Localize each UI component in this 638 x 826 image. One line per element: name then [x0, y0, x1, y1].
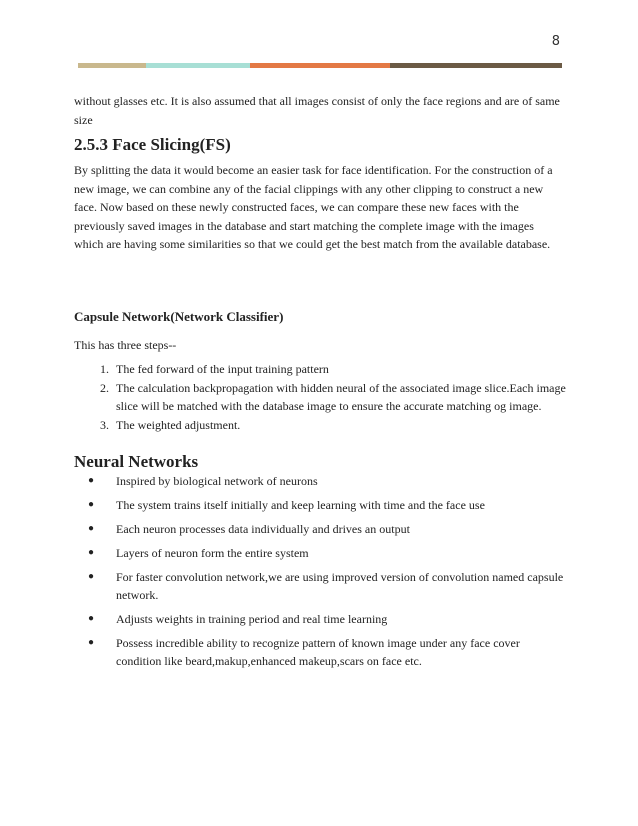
- bullet-icon: ●: [88, 571, 95, 582]
- list-item: [88, 520, 566, 538]
- list-item-text: Each neuron processes data individually and drives an output: [116, 522, 410, 536]
- page-number: 8: [551, 34, 560, 49]
- list-item: [88, 496, 566, 514]
- face-slicing-paragraph: By splitting the data it would become an easier task for face identification. For the construction of a new image, we can combine any of the facial clippings with any other clipping to construct a new face. Now based on these newly constructed faces, we can compare these new faces with the previously saved images in the database and start matching the complete image with the images which are having some similarities so that we could get the best match from the available database.: [74, 163, 553, 251]
- page-content: [74, 92, 566, 676]
- color-bar-segment-3: [250, 63, 390, 68]
- continuation-paragraph: without glasses etc. It is also assumed that all images consist of only the face regions and are of same size: [74, 94, 560, 127]
- list-item-text: Layers of neuron form the entire system: [116, 546, 309, 560]
- color-bar-segment-4: [390, 63, 562, 68]
- bullet-icon: ●: [88, 523, 95, 534]
- bullet-icon: ●: [88, 475, 95, 486]
- list-item-text: Possess incredible ability to recognize pattern of known image under any face cover condition like beard,makup,enhanced makeup,scars on face etc.: [116, 636, 520, 668]
- list-item-text: For faster convolution network,we are using improved version of convolution named capsule network.: [116, 570, 564, 602]
- list-item-text: The system trains itself initially and keep learning with time and the face use: [116, 498, 485, 512]
- capsule-network-heading: Capsule Network(Network Classifier): [74, 308, 284, 324]
- bullet-icon: ●: [88, 613, 95, 624]
- header-color-bar: [78, 63, 562, 68]
- steps-list: [74, 360, 566, 434]
- list-item: [88, 472, 566, 490]
- list-item: [88, 610, 566, 628]
- list-item: [88, 568, 566, 604]
- color-bar-segment-1: [78, 63, 146, 68]
- step-item: 1. The fed forward of the input training pattern: [112, 360, 566, 379]
- section-heading-face-slicing: 2.5.3 Face Slicing(FS): [74, 135, 231, 154]
- capsule-intro: This has three steps--: [74, 337, 177, 352]
- list-item: [88, 544, 566, 562]
- step-item: 3. The weighted adjustment.: [112, 416, 566, 435]
- step-item: 2. The calculation backpropagation with hidden neural of the associated image slice.Each image slice will be matched with the database image to ensure the accurate matching og image.: [112, 379, 566, 416]
- bullet-icon: ●: [88, 637, 95, 648]
- list-item-text: Inspired by biological network of neurons: [116, 474, 318, 488]
- neural-networks-list: [74, 472, 566, 670]
- bullet-icon: ●: [88, 499, 95, 510]
- list-item: [88, 634, 566, 670]
- list-item-text: Adjusts weights in training period and real time learning: [116, 612, 388, 626]
- neural-networks-heading: Neural Networks: [74, 452, 199, 471]
- color-bar-segment-2: [146, 63, 250, 68]
- bullet-icon: ●: [88, 547, 95, 558]
